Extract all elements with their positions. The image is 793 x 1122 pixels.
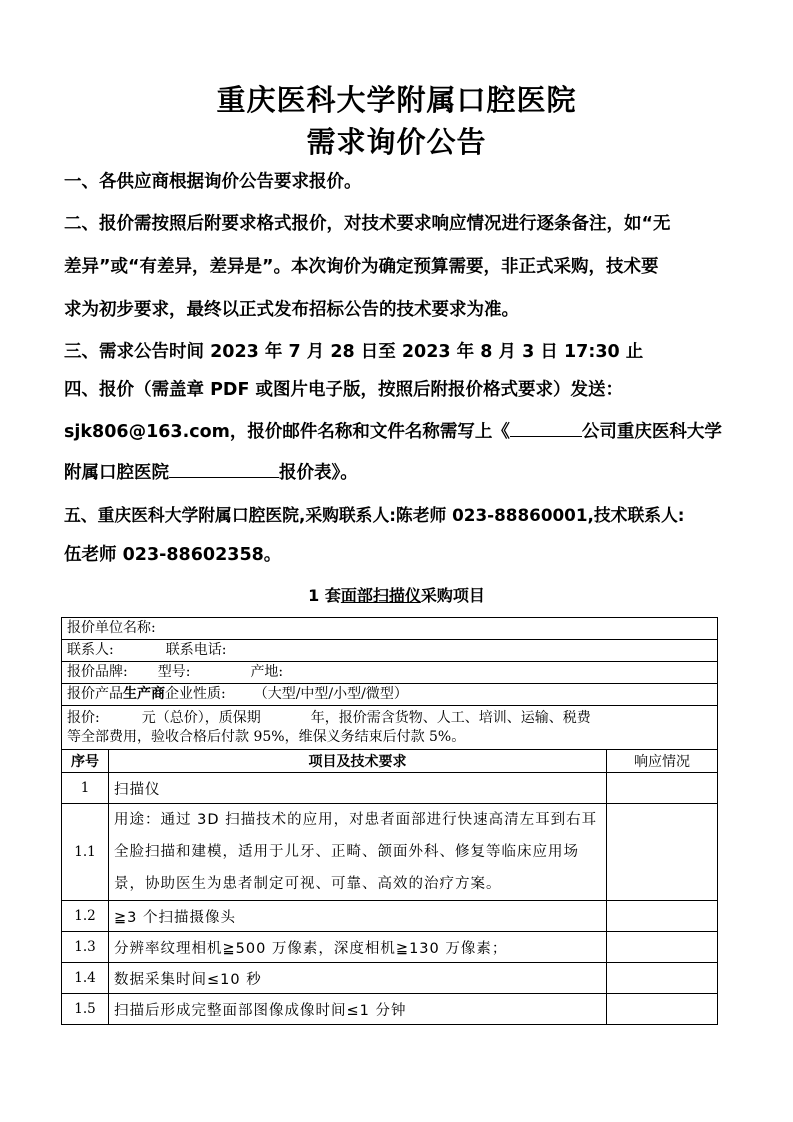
origin-label: 产地: [250, 664, 284, 680]
table-row [62, 773, 718, 804]
brand-label: 报价品牌: [67, 664, 128, 680]
maker-label-bold: 生产商 [123, 686, 165, 702]
row-no: 1 [62, 773, 109, 804]
row-text: 扫描后形成完整面部图像成像时间≤1 分钟 [109, 994, 607, 1025]
row-response[interactable] [607, 994, 718, 1025]
project-title-prefix: 1 套 [308, 586, 341, 605]
enterprise-size-options: （大型/中型/小型/微型） [253, 686, 408, 702]
row-text: 数据采集时间≤10 秒 [109, 963, 607, 994]
row-text: 扫描仪 [109, 773, 607, 804]
row-no: 1.4 [62, 963, 109, 994]
project-title-suffix: 采购项目 [420, 586, 485, 605]
company-name-blank [510, 416, 582, 437]
row-response[interactable] [607, 901, 718, 932]
notice-item-4-line-3-head: 附属口腔医院 [64, 463, 169, 483]
page-subtitle: 需求询价公告 [306, 125, 487, 159]
row-response[interactable] [607, 773, 718, 804]
contact-field[interactable] [62, 640, 718, 662]
notice-item-4-line-3-tail: 报价表》。 [279, 463, 358, 483]
notice-item-3: 三、需求公告时间 2023 年 7 月 28 日至 2023 年 8 月 3 日 17:30 止 [64, 342, 644, 362]
notice-item-4-line-1: 四、报价（需盖章 PDF 或图片电子版，按照后附报价格式要求）发送： [64, 380, 623, 400]
maker-label-suffix: 企业性质: [165, 686, 226, 702]
row-text: 分辨率纹理相机≧500 万像素，深度相机≧130 万像素； [109, 932, 607, 963]
unit-name-label: 报价单位名称: [67, 620, 156, 636]
row-no: 1.3 [62, 932, 109, 963]
row-text: ≧3 个扫描摄像头 [109, 901, 607, 932]
brand-field[interactable] [62, 662, 718, 684]
row-response[interactable] [607, 804, 718, 901]
notice-item-4-line-3 [64, 453, 734, 493]
notice-item-2-line-2: 差异”或“有差异，差异是”。本次询价为确定预算需要，非正式采购，技术要 [64, 257, 659, 277]
header-response: 响应情况 [607, 750, 718, 773]
unit-name-field[interactable] [62, 618, 718, 640]
price-field[interactable] [62, 706, 718, 750]
table-row [62, 932, 718, 963]
row-response[interactable] [607, 963, 718, 994]
notice-item-4-line-2-tail: 公司重庆医科大学 [581, 422, 722, 442]
price-line-1 [67, 709, 712, 728]
quotation-table [61, 617, 718, 1025]
notice-item-5-line-2: 伍老师 023-88602358。 [64, 545, 282, 565]
row-text-line: 景，协助医生为患者制定可视、可靠、高效的治疗方案。 [114, 876, 502, 892]
table-row [62, 963, 718, 994]
table-row [62, 994, 718, 1025]
price-label: 报价: [67, 709, 100, 726]
header-no: 序号 [62, 750, 109, 773]
row-no: 1.5 [62, 994, 109, 1025]
project-title-item: 面部扫描仪 [340, 586, 421, 605]
row-text [109, 804, 607, 901]
table-row [62, 901, 718, 932]
email-address-text: sjk806@163.com，报价邮件名称和文件名称需写上《 [64, 422, 510, 442]
row-text-line: 全脸扫描和建模，适用于儿牙、正畸、颌面外科、修复等临床应用场 [114, 844, 579, 860]
warranty-label: 元（总价），质保期 [141, 709, 261, 726]
phone-label: 联系电话: [165, 642, 227, 658]
maker-label-prefix: 报价产品 [67, 686, 123, 702]
manufacturer-field[interactable] [62, 684, 718, 706]
notice-item-1: 一、各供应商根据询价公告要求报价。 [64, 172, 362, 192]
project-name-blank [169, 457, 279, 478]
model-label: 型号: [157, 664, 191, 680]
notice-item-2-line-3: 求为初步要求，最终以正式发布招标公告的技术要求为准。 [64, 300, 519, 320]
notice-item-2-line-1: 二、报价需按照后附要求格式报价，对技术要求响应情况进行逐条备注，如“无 [64, 214, 671, 234]
page-title: 重庆医科大学附属口腔医院 [216, 83, 577, 117]
table-row [62, 804, 718, 901]
contact-label: 联系人: [67, 642, 114, 658]
row-text-line: 用途：通过 3D 扫描技术的应用，对患者面部进行快速高清左耳到右耳 [114, 812, 598, 828]
header-requirements: 项目及技术要求 [109, 750, 607, 773]
notice-item-5-line-1: 五、重庆医科大学附属口腔医院,采购联系人:陈老师 023-88860001,技术联系人: [64, 505, 685, 525]
price-line-2: 等全部费用，验收合格后付款 95%，维保义务结束后付款 5%。 [67, 728, 466, 745]
row-response[interactable] [607, 932, 718, 963]
project-title [0, 583, 793, 606]
row-no: 1.1 [62, 804, 109, 901]
row-no: 1.2 [62, 901, 109, 932]
notice-item-4-line-2 [64, 412, 734, 452]
price-terms-text: 年，报价需含货物、人工、培训、运输、税费 [310, 709, 591, 726]
